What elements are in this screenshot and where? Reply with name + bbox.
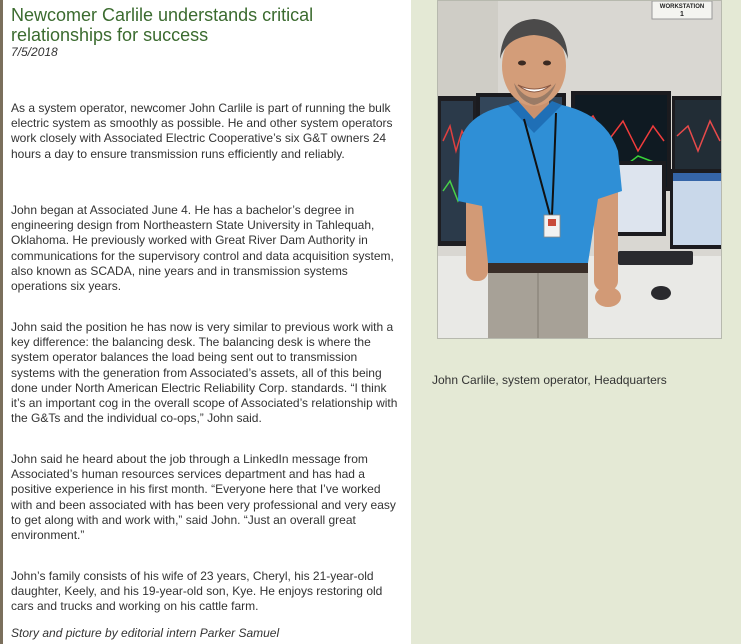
left-border-bar (0, 0, 3, 644)
operator-photo-illustration (438, 1, 722, 339)
operator-photo (437, 0, 722, 339)
article-paragraph-3: John said the position he has now is very similar to previous work with a key difference: the balancing desk. The balancing desk is where the system operator balances the load being sent out to transmission systems with the generation from Associated’s assets, all of this being done under North American Electric Reliability Corp. standards. “I think it’s an important cog in the overall scope of Associated’s relationship with the G&Ts and the individual co-ops,” John said. (11, 320, 398, 426)
photo-caption: John Carlile, system operator, Headquarters (432, 373, 667, 387)
article-paragraph-1: As a system operator, newcomer John Carlile is part of running the bulk electric system as smoothly as possible. He and other system operators work closely with Associated Electric Cooperative’s six G&T owners 24 hours a day to ensure transmission runs efficiently and reliably. (11, 101, 393, 161)
article-title: Newcomer Carlile understands critical relationships for success (11, 5, 314, 45)
workstation-sign-number: 1 (680, 11, 684, 18)
article-paragraph-2: John began at Associated June 4. He has a bachelor’s degree in engineering design from Northeastern State University in Tahlequah, Oklahoma. He previously worked with Great River Dam Authority in communications for the supervisory control and data acquisition system, also known as SCADA, nine years and in transmission systems operations six years. (11, 203, 394, 294)
article-date: 7/5/2018 (11, 45, 58, 59)
photo-sidebar (411, 0, 741, 644)
article-paragraph-4: John said he heard about the job through a LinkedIn message from Associated’s human resources services department and has had a positive experience in his first month. “Everyone here that I’ve worked with and been associated with has been very professional and very easy to get along with and work with,” said John. “Just an overall great environment.” (11, 452, 396, 543)
article (11, 0, 403, 644)
workstation-sign-label: WORKSTATION (659, 4, 705, 10)
article-credit: Story and picture by editorial intern Parker Samuel (11, 626, 280, 640)
article-paragraph-5: John’s family consists of his wife of 23 years, Cheryl, his 21-year-old daughter, Keely, and his 19-year-old son, Kye. He enjoys restoring old cars and trucks and working on his cattle farm. (11, 569, 383, 614)
